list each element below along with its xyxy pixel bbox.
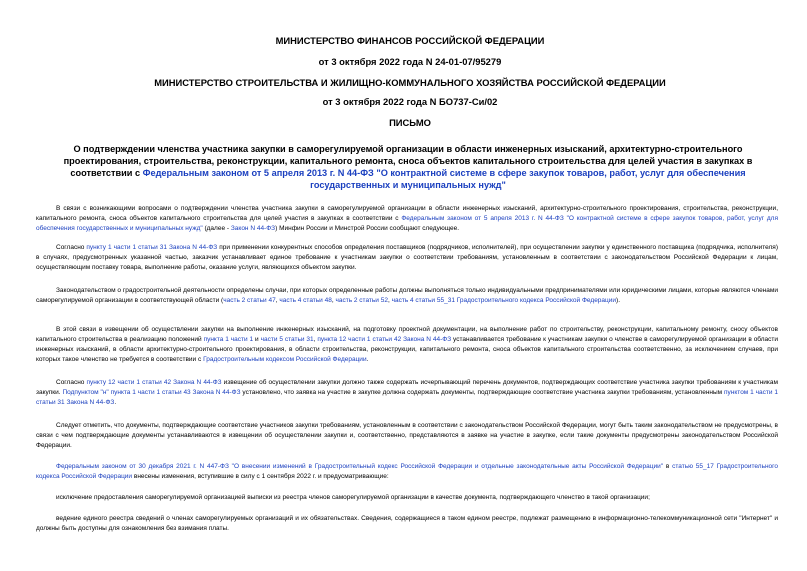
paragraph-text: В связи с возникающими вопросами о подтверждении членства участника закупки в саморегулируемой организации в области инженерных изысканий, архитектурно-строительного проектирования, строительства, реконструкции, капитального ремонта, сноса объектов капитального строительства для целей участия в закупках в соответствии с <box>36 205 778 222</box>
document-link[interactable]: Подпунктом "н" пункта 1 части 1 статьи 43 Закона N 44-ФЗ <box>62 389 241 396</box>
paragraph <box>36 325 778 365</box>
paragraph-text: ). <box>616 297 621 304</box>
paragraph-text: установлено, что заявка на участие в закупке должна содержать документы, подтверждающие соответствие участника закупки требованиям, установленным <box>240 389 725 396</box>
paragraph-text: (далее - <box>202 225 231 232</box>
document-link[interactable]: часть 2 статьи 52 <box>335 297 388 304</box>
paragraph-text: устанавливается требование к участникам закупки о членстве в саморегулируемой организации в области инженерных изысканий, в области архитектурно-строительного проектирования, в области строительства, реконструкции, капитального ремонта, сноса объектов капитального строительства соответственно, за исключением случаев, при которых такое членство не требуется в соответствии с <box>36 336 779 363</box>
document-title <box>40 143 776 191</box>
paragraph-text: , <box>331 297 336 304</box>
paragraph-text: при применении конкурентных способов определения поставщиков (подрядчиков, исполнителей), при осуществлении закупки у единственного поставщика (подрядчика, исполнителя) в случаях, предусмотренных указанной частью, заказчик устанавливает единое требование к участникам закупки о соответствии требованиям, установленным в соответствии с законодательством Российской Федерации к лицам, осуществляющим поставку товара, выполнение работы, оказание услуги, являющихся объектом закупки. <box>36 244 778 271</box>
paragraph-text: , <box>313 336 318 343</box>
document-link[interactable]: пункту 12 части 1 статьи 42 Закона N 44-ФЗ <box>86 379 222 386</box>
paragraph-text: извещение об осуществлении закупки должно также содержать исчерпывающий перечень документов, подтверждающих соответствие участника закупки требованиям к участникам закупки. <box>36 379 778 396</box>
document-link[interactable]: Градостроительным кодексом Российской Федерации <box>203 356 367 363</box>
paragraph-text: . <box>114 399 117 406</box>
document-link[interactable]: статью 55_17 Градостроительного кодекса Российской Федерации <box>36 463 778 480</box>
document-link[interactable]: пунктом 1 части 1 статьи 31 Закона N 44-ФЗ <box>36 389 778 406</box>
document-type-heading: ПИСЬМО <box>389 117 431 128</box>
ministry-construction-heading: МИНИСТЕРСТВО СТРОИТЕЛЬСТВА И ЖИЛИЩНО-КОММУНАЛЬНОГО ХОЗЯЙСТВА РОССИЙСКОЙ ФЕДЕРАЦИИ <box>154 77 666 88</box>
paragraph-text: О подтверждении членства участника закупки в саморегулируемой организации в области инженерных изысканий, архитектурно-строительного проектирования, строительства, реконструкции, капитального ремонта, сноса объектов капитального строительства для целей участия в закупках в соответствии с <box>63 144 753 178</box>
document-date-number-1: от 3 октября 2022 года N 24-01-07/95279 <box>318 56 502 67</box>
paragraph-text: в <box>663 463 673 470</box>
paragraph-text: , <box>387 297 392 304</box>
paragraph <box>36 514 778 534</box>
document-link[interactable]: пункта 1 части 1 <box>203 336 254 343</box>
paragraph-text: ведение единого реестра сведений о членах саморегулируемых организаций и их обязательствах. Сведения, содержащиеся в таком едином реестре, подлежат размещению в информационно-телекоммуникационной сети "Интернет" и должны быть доступны для ознакомления без взимания платы. <box>36 515 778 532</box>
document-link[interactable]: Федеральным законом от 5 апреля 2013 г. N 44-ФЗ "О контрактной системе в сфере закупок товаров, работ, услуг для обеспечения государственных и муниципальных нужд" <box>36 215 778 232</box>
document-date-number-2: от 3 октября 2022 года N БО737-Си/02 <box>322 96 498 107</box>
paragraph <box>36 493 778 503</box>
paragraph-text: , <box>275 297 280 304</box>
paragraph-text: ) Минфин России и Минстрой России сообщают следующее. <box>275 225 460 232</box>
paragraph <box>36 243 778 273</box>
paragraph <box>36 378 778 408</box>
paragraph-text: . <box>366 356 369 363</box>
paragraph <box>36 462 778 482</box>
document-link[interactable]: пункта 12 части 1 статьи 42 Закона N 44-ФЗ <box>317 336 452 343</box>
document-link[interactable]: пункту 1 части 1 статьи 31 Закона N 44-ФЗ <box>86 244 218 251</box>
paragraph-text: и <box>253 336 261 343</box>
document-link[interactable]: части 5 статьи 31 <box>260 336 314 343</box>
document-link[interactable]: часть 2 статьи 47 <box>223 297 276 304</box>
paragraph <box>36 204 778 234</box>
document-link[interactable]: Федеральным законом от 5 апреля 2013 г. N 44-ФЗ "О контрактной системе в сфере закупок товаров, работ, услуг для обеспечения государственных и муниципальных нужд" <box>142 168 746 190</box>
paragraph-text: Законодательством о градостроительной деятельности определены случаи, при которых определенные работы должны выполняться только индивидуальными предпринимателями или юридическими лицами, которые являются членами саморегулируемой организации в соответствующей области ( <box>36 287 778 304</box>
paragraph <box>36 421 778 451</box>
paragraph <box>36 286 778 306</box>
paragraph-text: В этой связи в извещении об осуществлении закупки на выполнение инженерных изысканий, на подготовку проектной документации, на выполнение работ по строительству, реконструкции, капитальному ремонту, сносу объектов капитального строительства в реализацию положений <box>36 326 778 343</box>
document-link[interactable]: часть 4 статьи 48 <box>279 297 332 304</box>
paragraph-text: исключение предоставления саморегулируемой организацией выписки из реестра членов саморегулируемой организации в качестве документа, подтверждающего членство в такой организации; <box>56 494 650 501</box>
paragraph-text: Следует отметить, что документы, подтверждающие соответствие участников закупки требованиям, установленным в соответствии с законодательством Российской Федерации, могут быть таким законодательством не предусмотрены, в связи с чем подтверждающие документы устанавливаются в извещении об осуществлении закупки и, соответственно, представляются в заявке на участие в закупке, если такие документы предусмотрены законодательством Российской Федерации. <box>36 422 778 449</box>
paragraph-text: Согласно <box>56 244 87 251</box>
document-link[interactable]: Федеральным законом от 30 декабря 2021 г. N 447-ФЗ "О внесении изменений в Градостроительный кодекс Российской Федерации и отдельные законодательные акты Российской Федерации" <box>56 463 664 470</box>
paragraph-text: внесены изменения, вступившие в силу с 1 сентября 2022 г. и предусматривающие: <box>132 473 389 480</box>
paragraph-text: Согласно <box>56 379 87 386</box>
document-link[interactable]: часть 4 статьи 55_31 Градостроительного кодекса Российской Федерации <box>391 297 617 304</box>
ministry-finance-heading: МИНИСТЕРСТВО ФИНАНСОВ РОССИЙСКОЙ ФЕДЕРАЦИИ <box>275 35 545 46</box>
document-link[interactable]: Закон N 44-ФЗ <box>230 225 276 232</box>
